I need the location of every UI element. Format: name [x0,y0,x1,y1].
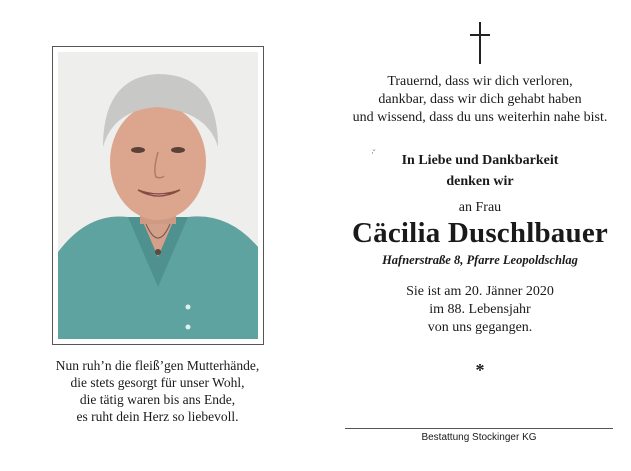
star-icon: * [475,360,485,380]
poem-line: die stets gesorgt für unser Wohl, [70,375,245,390]
undertaker-name: Bestattung Stockinger KG [421,432,537,443]
poem-line: es ruht dein Herz so liebevoll. [76,409,239,424]
death-info [340,283,620,337]
death-info-line: im 88. Lebensjahr [429,302,531,317]
poem-line: die tätig waren bis ans Ende, [79,392,236,407]
poem-line: Trauernd, dass wir dich verloren, [387,74,573,89]
dedication-line: denken wir [446,174,514,189]
portrait-frame [52,46,264,345]
decorative-mark: ·̆ [371,148,374,158]
death-info-line: von uns gegangen. [427,320,533,335]
dedication [340,150,620,192]
deceased-address: Hafnerstraße 8, Pfarre Leopoldschlag [382,253,578,267]
cross-icon [470,22,490,64]
portrait-illustration [58,52,258,339]
poem-line: dankbar, dass wir dich gehabt haben [378,92,582,107]
left-poem [40,357,275,425]
deceased-name: Cäcilia Duschlbauer [352,217,608,249]
salutation: an Frau [458,200,502,215]
right-poem [340,73,620,127]
death-info-line: Sie ist am 20. Jänner 2020 [406,284,554,299]
poem-line: Nun ruh’n die fleiß’gen Mutterhände, [55,358,260,373]
portrait-photo [58,52,258,339]
dedication-line: In Liebe und Dankbarkeit [401,153,559,168]
divider [345,428,613,429]
poem-line: und wissend, dass du uns weiterhin nahe bist. [352,110,608,125]
